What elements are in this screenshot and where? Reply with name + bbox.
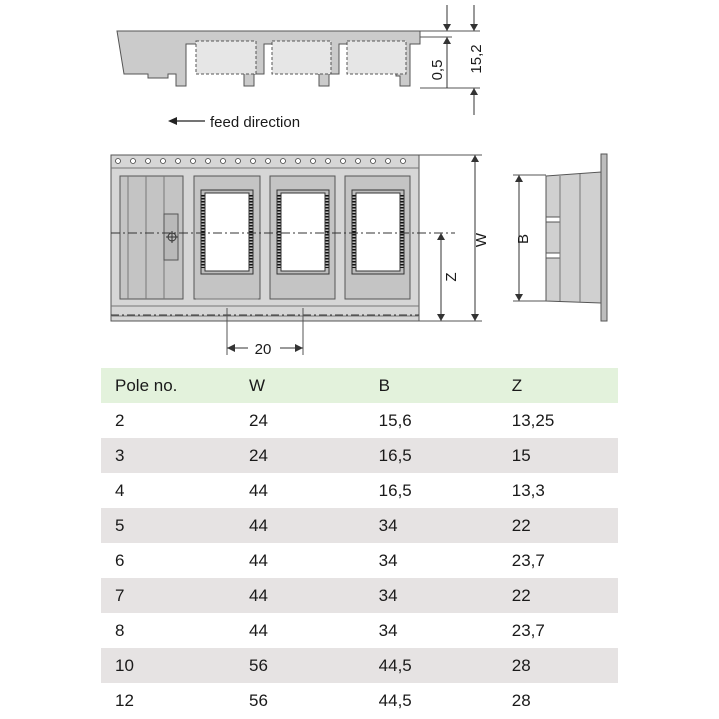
cell-w: 24	[249, 445, 268, 465]
cell-b: 44,5	[378, 655, 412, 675]
dimension-w	[419, 155, 490, 321]
pocket-outline-3	[347, 41, 406, 74]
cell-w: 56	[249, 690, 268, 710]
dimension-15-2	[468, 5, 485, 115]
cell-pole-no: 8	[115, 620, 125, 640]
cell-z: 15	[511, 445, 531, 465]
cell-pole-no: 5	[115, 515, 125, 535]
tape-side-view	[117, 31, 480, 88]
cell-pole-no: 7	[115, 585, 125, 605]
cell-w: 56	[249, 655, 268, 675]
dimension-table	[101, 368, 618, 718]
header-pole-no: Pole no.	[115, 375, 178, 395]
dim-z-label: Z	[443, 272, 460, 282]
cell-pole-no: 12	[115, 690, 134, 710]
table-row	[101, 613, 618, 648]
cell-pole-no: 3	[115, 445, 125, 465]
table-row	[101, 473, 618, 508]
empty-pocket	[120, 176, 183, 299]
cell-b: 34	[378, 620, 398, 640]
tape-end-view	[546, 154, 607, 321]
cell-b: 34	[378, 515, 398, 535]
cell-b: 16,5	[378, 480, 412, 500]
cell-b: 34	[378, 585, 398, 605]
table-header-row	[101, 368, 618, 403]
dimension-0-5	[429, 5, 451, 88]
table-row	[101, 683, 618, 718]
cell-z: 13,25	[511, 410, 555, 430]
cell-z: 22	[511, 515, 531, 535]
dimension-b	[513, 175, 546, 301]
table-row	[101, 543, 618, 578]
component-pocket-2	[270, 176, 335, 299]
dim-15-2-label: 15,2	[468, 44, 485, 74]
feed-direction-label: feed direction	[210, 114, 301, 131]
header-z: Z	[511, 375, 523, 395]
component-pocket-1	[194, 176, 260, 299]
component-pocket-3	[345, 176, 410, 299]
cell-z: 28	[511, 655, 531, 675]
dim-b-label: B	[515, 233, 532, 245]
cell-z: 23,7	[511, 550, 545, 570]
header-b: B	[378, 375, 390, 395]
dim-0-5-label: 0,5	[429, 59, 446, 81]
pocket-outline-1	[196, 41, 256, 74]
cell-pole-no: 6	[115, 550, 125, 570]
cell-b: 15,6	[378, 410, 412, 430]
dim-20-label: 20	[254, 341, 272, 358]
cell-z: 28	[511, 690, 531, 710]
table-row	[101, 648, 618, 683]
dim-w-label: W	[473, 232, 490, 248]
cell-b: 44,5	[378, 690, 412, 710]
table-row	[101, 508, 618, 543]
feed-direction-arrow	[168, 117, 205, 125]
dimension-z	[437, 233, 460, 321]
cell-pole-no: 4	[115, 480, 125, 500]
table-row	[101, 403, 618, 438]
cell-w: 44	[249, 585, 268, 605]
tape-top-view	[111, 155, 455, 321]
cell-pole-no: 10	[115, 655, 134, 675]
cell-pole-no: 2	[115, 410, 125, 430]
cell-w: 24	[249, 410, 268, 430]
cell-w: 44	[249, 620, 268, 640]
cell-z: 22	[511, 585, 531, 605]
cell-z: 13,3	[511, 480, 545, 500]
header-w: W	[249, 375, 266, 395]
pocket-outline-2	[272, 41, 331, 74]
cell-w: 44	[249, 550, 268, 570]
cell-z: 23,7	[511, 620, 545, 640]
table-row	[101, 578, 618, 613]
cell-w: 44	[249, 480, 268, 500]
cell-w: 44	[249, 515, 268, 535]
cell-b: 34	[378, 550, 398, 570]
table-row	[101, 438, 618, 473]
cell-b: 16,5	[378, 445, 412, 465]
